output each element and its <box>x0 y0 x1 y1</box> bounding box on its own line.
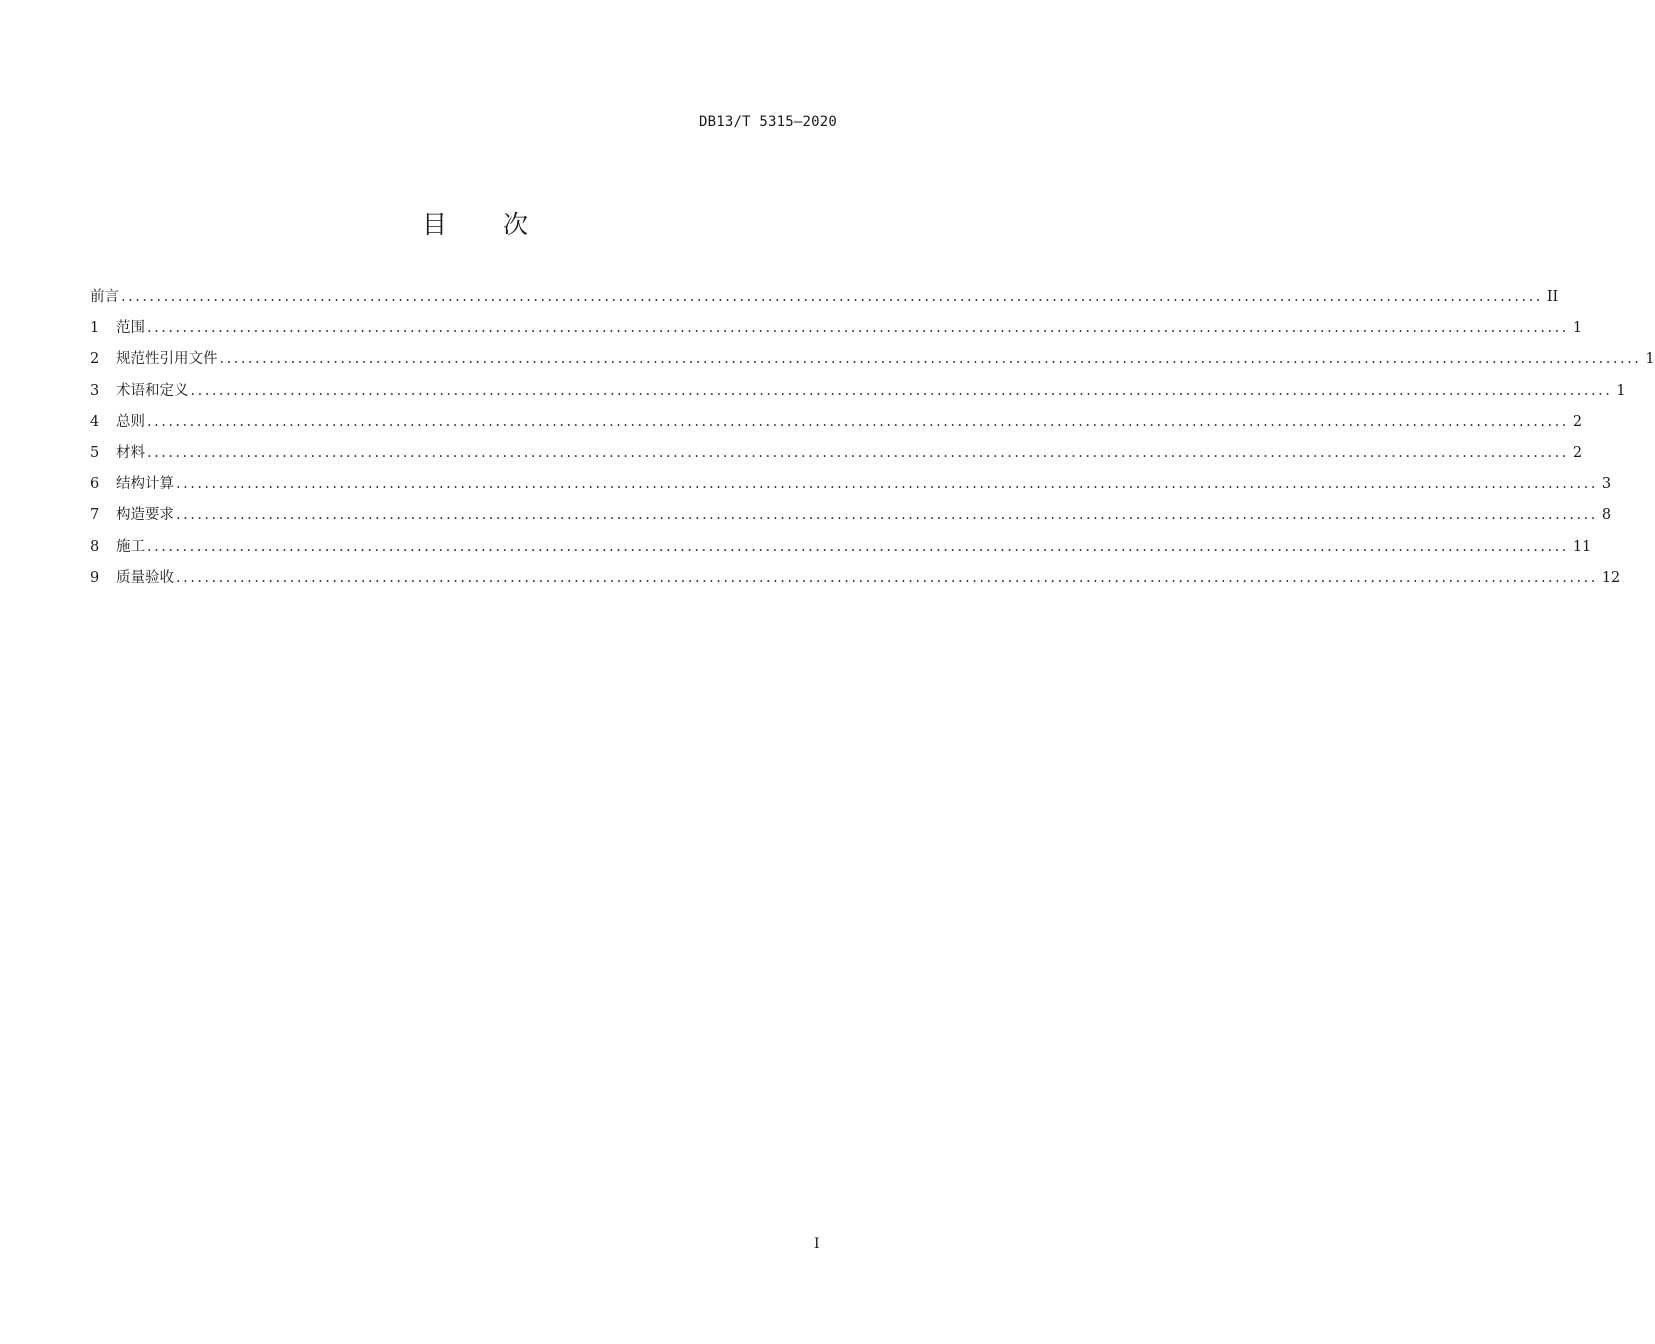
toc-entry-page: 8 <box>1601 507 1612 524</box>
toc-entry-number: 4 <box>90 413 100 430</box>
document-code: DB13/T 5315—2020 <box>698 114 837 130</box>
toc-entry[interactable] <box>90 285 1559 316</box>
toc-entry[interactable] <box>90 316 1583 347</box>
toc-leader-dots: ........................................................................................................................................................................................................ <box>147 413 1569 430</box>
toc-entry-label: 前言 <box>90 289 119 305</box>
toc-entry[interactable] <box>90 535 1592 566</box>
page-title: 目 次 <box>422 210 552 239</box>
toc-entry-page: II <box>1546 289 1559 305</box>
toc-entry-number: 9 <box>90 569 100 586</box>
toc-entry-label: 术语和定义 <box>116 382 189 399</box>
toc-leader-dots: ........................................................................................................................................................................................................ <box>121 289 1543 305</box>
toc-entry-page: 1 <box>1572 320 1583 337</box>
page-number: I <box>814 1236 820 1252</box>
toc-entry-page: 1 <box>1616 382 1626 399</box>
toc-leader-dots: ........................................................................................................................................................................................................ <box>176 507 1598 524</box>
table-of-contents <box>90 285 1655 597</box>
toc-entry-label: 构造要求 <box>116 507 174 524</box>
toc-entry-label: 施工 <box>116 538 145 555</box>
toc-entry-page: 11 <box>1572 538 1592 555</box>
toc-entry[interactable] <box>90 441 1583 472</box>
toc-entry-label: 质量验收 <box>116 569 174 586</box>
toc-leader-dots: ........................................................................................................................................................................................................ <box>147 538 1569 555</box>
toc-entry-label: 结构计算 <box>116 476 174 493</box>
toc-entry-number: 2 <box>90 351 100 368</box>
toc-leader-dots: ........................................................................................................................................................................................................ <box>176 476 1598 493</box>
toc-entry-number: 3 <box>90 382 100 399</box>
toc-entry[interactable] <box>90 472 1612 503</box>
toc-leader-dots: ........................................................................................................................................................................................................ <box>176 569 1598 586</box>
toc-entry-label: 总则 <box>116 413 145 430</box>
toc-entry-label: 材料 <box>116 444 145 461</box>
toc-entry-label: 规范性引用文件 <box>116 351 218 368</box>
toc-entry[interactable] <box>90 347 1655 378</box>
toc-entry-label: 范围 <box>116 320 145 337</box>
toc-entry-page: 12 <box>1601 569 1621 586</box>
toc-leader-dots: ........................................................................................................................................................................................................ <box>219 351 1642 368</box>
toc-entry[interactable] <box>90 379 1626 410</box>
toc-entry-number: 1 <box>90 320 100 337</box>
toc-entry-page: 2 <box>1572 444 1583 461</box>
toc-entry-number: 6 <box>90 476 100 493</box>
toc-entry-number: 7 <box>90 507 100 524</box>
toc-entry-page: 1 <box>1645 351 1655 368</box>
toc-leader-dots: ........................................................................................................................................................................................................ <box>147 320 1569 337</box>
toc-leader-dots: ........................................................................................................................................................................................................ <box>147 444 1569 461</box>
toc-entry-page: 3 <box>1601 476 1612 493</box>
toc-entry[interactable] <box>90 503 1612 534</box>
toc-entry-number: 8 <box>90 538 100 555</box>
toc-entry[interactable] <box>90 566 1621 597</box>
toc-entry[interactable] <box>90 410 1583 441</box>
toc-entry-number: 5 <box>90 444 100 461</box>
toc-leader-dots: ........................................................................................................................................................................................................ <box>190 382 1613 399</box>
toc-entry-page: 2 <box>1572 413 1583 430</box>
